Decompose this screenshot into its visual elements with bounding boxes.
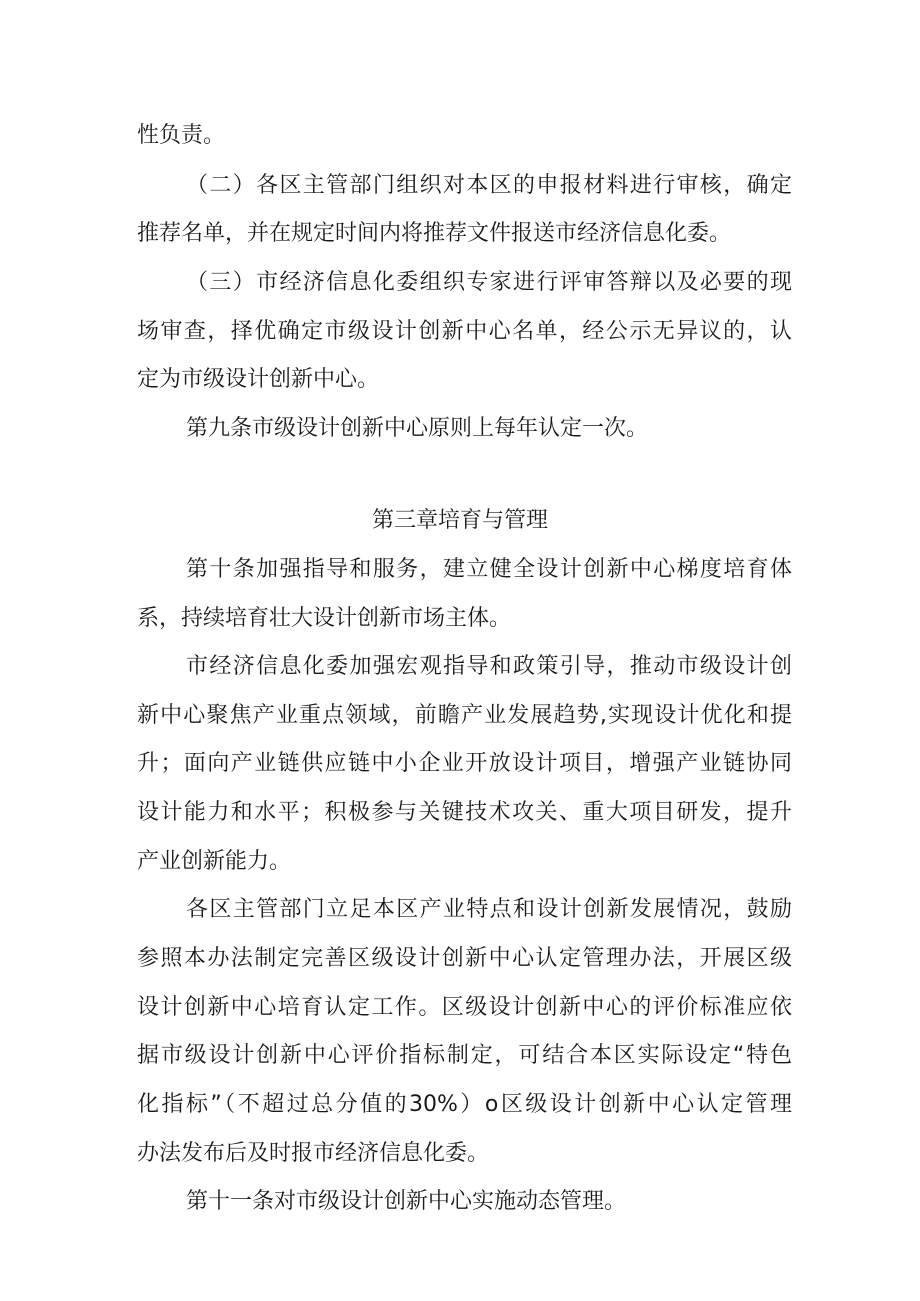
article-11-line: 第十一条对市级设计创新中心实施动态管理。: [186, 1189, 627, 1214]
paragraph-line: 据市级设计创新中心评价指标制定，可结合本区实际设定“特色: [137, 1043, 792, 1068]
paragraph-line: （三）市经济信息化委组织专家进行评审答辩以及必要的现: [186, 270, 792, 295]
paragraph-line: 定为市级设计创新中心。: [137, 367, 380, 392]
chapter-heading: 第三章培育与管理: [371, 508, 548, 533]
paragraph-line: 办法发布后及时报市经济信息化委。: [137, 1141, 490, 1166]
paragraph-line: 各区主管部门立足本区产业特点和设计创新发展情况，鼓励: [186, 897, 792, 922]
paragraph-line: 升；面向产业链供应链中小企业开放设计项目，增强产业链协同: [137, 751, 792, 776]
paragraph-line: 场审查，择优确定市级设计创新中心名单，经公示无异议的，认: [137, 319, 792, 344]
paragraph-line: 设计创新中心培育认定工作。区级设计创新中心的评价标准应依: [137, 995, 792, 1020]
paragraph-line: 新中心聚焦产业重点领域，前瞻产业发展趋势,实现设计优化和提: [137, 703, 792, 728]
paragraph-line: 推荐名单，并在规定时间内将推荐文件报送市经济信息化委。: [137, 221, 732, 246]
article-10-line: 第十条加强指导和服务，建立健全设计创新中心梯度培育体: [186, 557, 792, 582]
paragraph-line: 产业创新能力。: [137, 849, 292, 874]
paragraph-line: （二）各区主管部门组织对本区的申报材料进行审核，确定: [186, 173, 792, 198]
paragraph-line: 设计能力和水平；积极参与关键技术攻关、重大项目研发，提升: [137, 800, 792, 825]
paragraph-line: 化指标”（不超过总分值的30%）o区级设计创新中心认定管理: [137, 1092, 792, 1117]
paragraph-line: 市经济信息化委加强宏观指导和政策引导，推动市级设计创: [186, 654, 792, 679]
paragraph-line: 系，持续培育壮大设计创新市场主体。: [137, 606, 512, 631]
paragraph-line: 参照本办法制定完善区级设计创新中心认定管理办法，开展区级: [137, 946, 792, 971]
article-9-line: 第九条市级设计创新中心原则上每年认定一次。: [186, 416, 649, 441]
paragraph-line: 性负责。: [137, 123, 226, 148]
